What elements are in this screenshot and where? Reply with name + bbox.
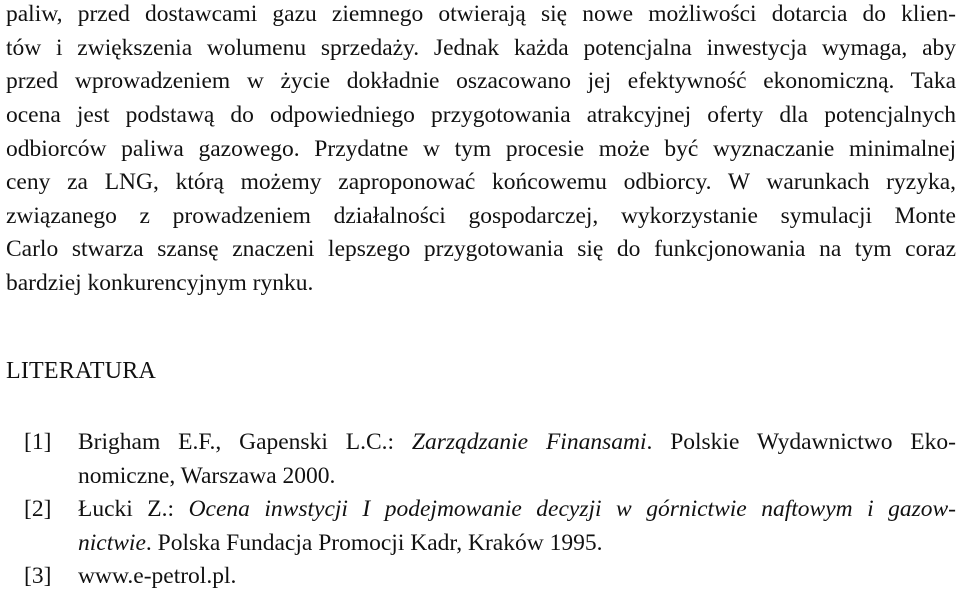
reference-publisher: . Polska Fundacja Promocji Kadr, Kraków 1995. (145, 530, 603, 556)
reference-title: nictwie (78, 530, 146, 556)
paragraph-line: bardziej konkurencyjnym rynku. (6, 270, 314, 296)
paragraph-line: ceny za LNG, którą możemy zaproponować końcowemu odbiorcy. W warunkach ryzyka, (6, 169, 956, 195)
paragraph-line: paliw, przed dostawcami gazu ziemnego otwierają się nowe możliwości dotarcia do klien- (6, 1, 956, 27)
reference-entry (78, 428, 956, 456)
reference-authors: Łucki Z.: (78, 496, 189, 522)
paragraph-line: ocena jest podstawą do odpowiedniego przygotowania atrakcyjnej oferty dla potencjalnych (6, 102, 956, 128)
reference-title: Ocena inwstycji I podejmowanie decyzji w górnictwie naftowym i gazow- (188, 496, 956, 522)
paragraph-line: przed wprowadzeniem w życie dokładnie oszacowano jej efektywność ekonomiczną. Taka (6, 68, 956, 94)
paragraph-line: tów i zwiększenia wolumenu sprzedaży. Jednak każda potencjalna inwestycja wymaga, aby (6, 35, 956, 61)
reference-entry-continued (78, 529, 956, 557)
paragraph-line: odbiorców paliwa gazowego. Przydatne w tym procesie może być wyznaczanie minimalnej (6, 136, 956, 162)
paragraph-line: Carlo stwarza szansę znaczeni lepszego przygotowania się do funkcjonowania na tym coraz (6, 236, 956, 262)
reference-number: [2] (24, 496, 52, 522)
reference-authors: Brigham E.F., Gapenski L.C.: (78, 429, 412, 455)
reference-number: [1] (24, 429, 52, 455)
paragraph-line: związanego z prowadzeniem działalności gospodarczej, wykorzystanie symulacji Monte (6, 203, 956, 229)
reference-entry (78, 495, 956, 523)
reference-publisher: . Polskie Wydawnictwo Eko- (646, 429, 956, 455)
reference-url: www.e-petrol.pl. (78, 563, 237, 589)
reference-number: [3] (24, 563, 52, 589)
reference-title: Zarządzanie Finansami (411, 429, 647, 455)
reference-entry-continued: nomiczne, Warszawa 2000. (78, 463, 336, 489)
page-content (6, 0, 956, 589)
section-heading: LITERATURA (6, 358, 156, 384)
body-paragraph (6, 0, 956, 300)
